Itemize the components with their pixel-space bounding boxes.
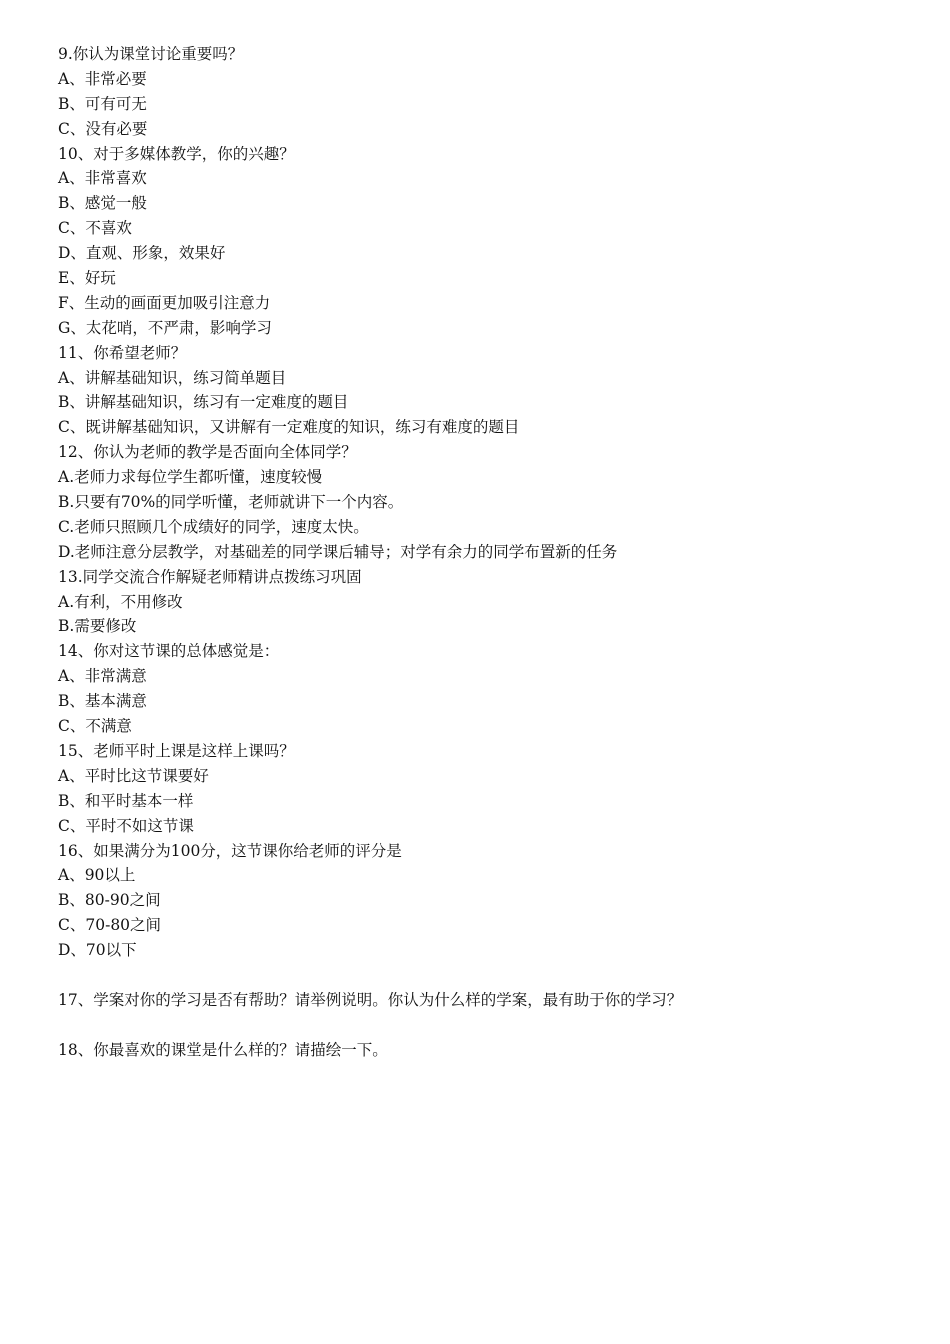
answer-option: B、讲解基础知识，练习有一定难度的题目 (58, 393, 349, 412)
answer-option: A、非常必要 (58, 69, 147, 88)
answer-option: B、感觉一般 (58, 194, 147, 213)
answer-option: A.老师力求每位学生都听懂，速度较慢 (58, 468, 323, 487)
answer-option: D.老师注意分层教学，对基础差的同学课后辅导；对学有余力的同学布置新的任务 (58, 542, 618, 561)
answer-option: A、平时比这节课要好 (58, 766, 209, 785)
questionnaire-page (58, 42, 918, 1063)
answer-option: B、和平时基本一样 (58, 791, 194, 810)
answer-option: B、可有可无 (58, 94, 147, 113)
question-text: 14、你对这节课的总体感觉是： (58, 642, 280, 661)
answer-option: B、80-90之间 (58, 891, 161, 910)
answer-option: C.老师只照顾几个成绩好的同学，速度太快。 (58, 517, 369, 536)
answer-option: C、平时不如这节课 (58, 816, 194, 835)
answer-option: B、基本满意 (58, 692, 147, 711)
answer-option: G、太花哨，不严肃，影响学习 (58, 318, 272, 337)
question-text: 11、你希望老师？ (58, 343, 187, 362)
answer-option: F、生动的画面更加吸引注意力 (58, 293, 271, 312)
blank-gap (58, 1013, 918, 1038)
answer-option: C、不满意 (58, 717, 132, 736)
answer-option: A、90以上 (58, 866, 136, 885)
open-question-text: 17、学案对你的学习是否有帮助？请举例说明。你认为什么样的学案，最有助于你的学习？ (58, 990, 683, 1009)
answer-option: A、非常喜欢 (58, 169, 147, 188)
answer-option: B.需要修改 (58, 617, 137, 636)
open-questions (58, 963, 918, 1063)
open-question-text: 18、你最喜欢的课堂是什么样的？请描绘一下。 (58, 1040, 388, 1059)
answer-option: A、非常满意 (58, 667, 147, 686)
answer-option: D、70以下 (58, 941, 137, 960)
question-text: 9.你认为课堂讨论重要吗？ (58, 45, 244, 63)
answer-option: C、没有必要 (58, 119, 148, 138)
question-text: 15、老师平时上课是这样上课吗？ (58, 741, 295, 760)
answer-option: D、直观、形象，效果好 (58, 244, 226, 263)
answer-option: B.只要有70%的同学听懂，老师就讲下一个内容。 (58, 493, 404, 512)
answer-option: A.有利，不用修改 (58, 592, 183, 611)
question-text: 12、你认为老师的教学是否面向全体同学？ (58, 443, 357, 462)
answer-option: C、既讲解基础知识，又讲解有一定难度的知识，练习有难度的题目 (58, 418, 520, 437)
answer-option: C、70-80之间 (58, 916, 162, 935)
question-text: 13.同学交流合作解疑老师精讲点拨练习巩固 (58, 567, 362, 586)
blank-gap (58, 963, 918, 988)
question-text: 10、对于多媒体教学，你的兴趣？ (58, 144, 295, 163)
answer-option: C、不喜欢 (58, 219, 132, 238)
answer-option: E、好玩 (58, 269, 116, 288)
question-text: 16、如果满分为100分，这节课你给老师的评分是 (58, 841, 402, 860)
answer-option: A、讲解基础知识，练习简单题目 (58, 368, 287, 387)
multiple-choice-questions (58, 42, 918, 963)
